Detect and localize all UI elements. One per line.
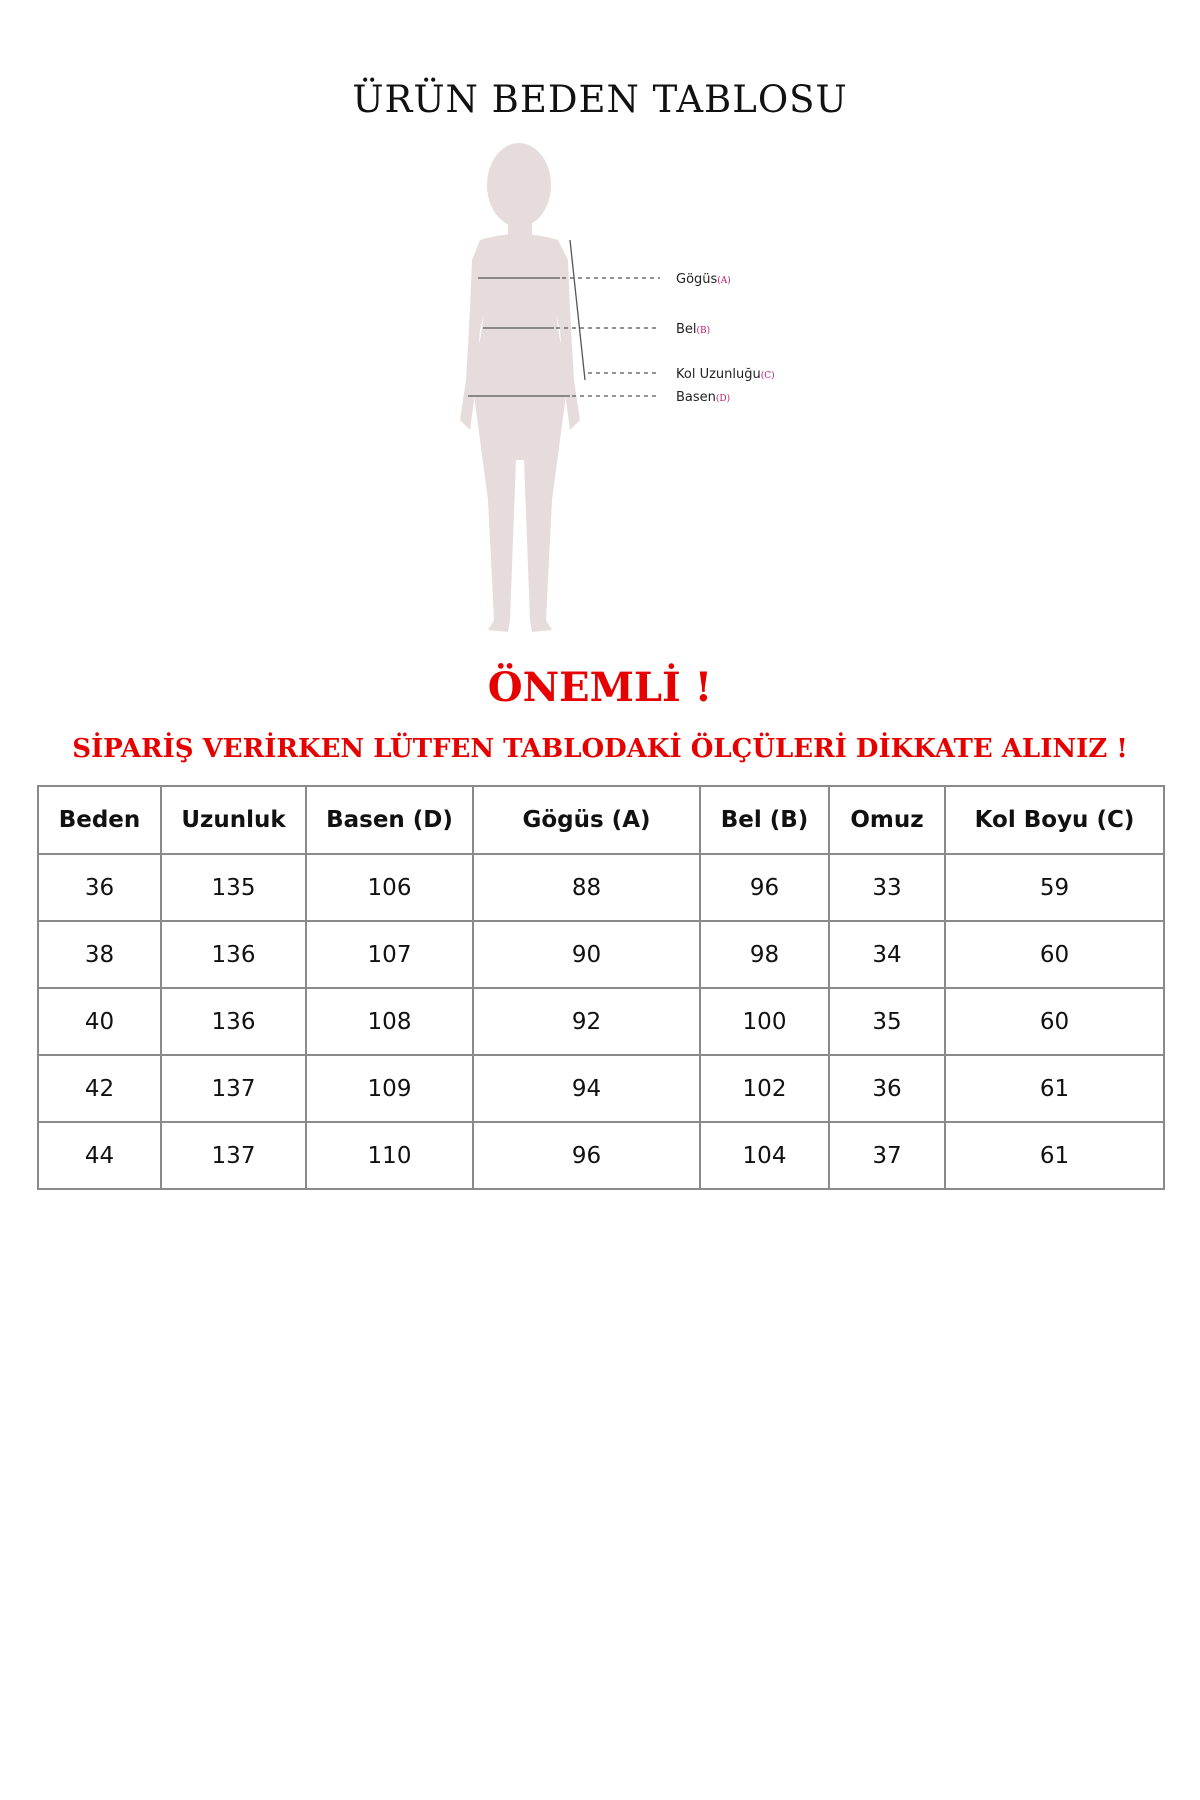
table-cell: 109 <box>306 1055 473 1122</box>
table-cell: 42 <box>38 1055 161 1122</box>
table-cell: 107 <box>306 921 473 988</box>
table-cell: 136 <box>161 988 306 1055</box>
label-chest: Gögüs(A) <box>676 272 731 287</box>
table-cell: 38 <box>38 921 161 988</box>
table-cell: 104 <box>700 1122 829 1189</box>
label-hip: Basen(D) <box>676 390 731 405</box>
table-cell: 137 <box>161 1055 306 1122</box>
label-waist: Bel(B) <box>676 322 711 337</box>
table-cell: 108 <box>306 988 473 1055</box>
table-cell: 98 <box>700 921 829 988</box>
header-cell: Kol Boyu (C) <box>945 786 1164 854</box>
table-cell: 61 <box>945 1122 1164 1189</box>
table-row <box>38 988 1164 1055</box>
header-cell: Uzunluk <box>161 786 306 854</box>
table-cell: 110 <box>306 1122 473 1189</box>
table-cell: 100 <box>700 988 829 1055</box>
header-cell: Gögüs (A) <box>473 786 700 854</box>
table-row <box>38 854 1164 921</box>
body-measurement-figure <box>420 140 820 640</box>
header-cell: Beden <box>38 786 161 854</box>
important-heading: ÖNEMLİ ! <box>487 664 713 711</box>
table-cell: 106 <box>306 854 473 921</box>
table-cell: 88 <box>473 854 700 921</box>
header-cell: Bel (B) <box>700 786 829 854</box>
order-notice: SİPARİŞ VERİRKEN LÜTFEN TABLODAKİ ÖLÇÜLERİ DİKKATE ALINIZ ! <box>72 734 1128 764</box>
table-cell: 44 <box>38 1122 161 1189</box>
table-cell: 61 <box>945 1055 1164 1122</box>
table-row <box>38 1055 1164 1122</box>
table-cell: 59 <box>945 854 1164 921</box>
table-cell: 35 <box>829 988 945 1055</box>
size-table <box>37 785 1165 1190</box>
table-header-row <box>38 786 1164 854</box>
table-cell: 94 <box>473 1055 700 1122</box>
table-cell: 136 <box>161 921 306 988</box>
page-title: ÜRÜN BEDEN TABLOSU <box>352 78 848 121</box>
table-cell: 40 <box>38 988 161 1055</box>
table-cell: 34 <box>829 921 945 988</box>
table-row <box>38 1122 1164 1189</box>
table-cell: 102 <box>700 1055 829 1122</box>
table-cell: 135 <box>161 854 306 921</box>
header-cell: Omuz <box>829 786 945 854</box>
table-cell: 60 <box>945 988 1164 1055</box>
label-sleeve-length: Kol Uzunluğu(C) <box>676 367 775 382</box>
table-cell: 60 <box>945 921 1164 988</box>
table-cell: 96 <box>700 854 829 921</box>
table-cell: 37 <box>829 1122 945 1189</box>
table-cell: 92 <box>473 988 700 1055</box>
table-cell: 137 <box>161 1122 306 1189</box>
header-cell: Basen (D) <box>306 786 473 854</box>
table-cell: 96 <box>473 1122 700 1189</box>
table-cell: 90 <box>473 921 700 988</box>
table-cell: 36 <box>38 854 161 921</box>
table-cell: 36 <box>829 1055 945 1122</box>
table-cell: 33 <box>829 854 945 921</box>
woman-silhouette <box>460 143 580 632</box>
table-row <box>38 921 1164 988</box>
